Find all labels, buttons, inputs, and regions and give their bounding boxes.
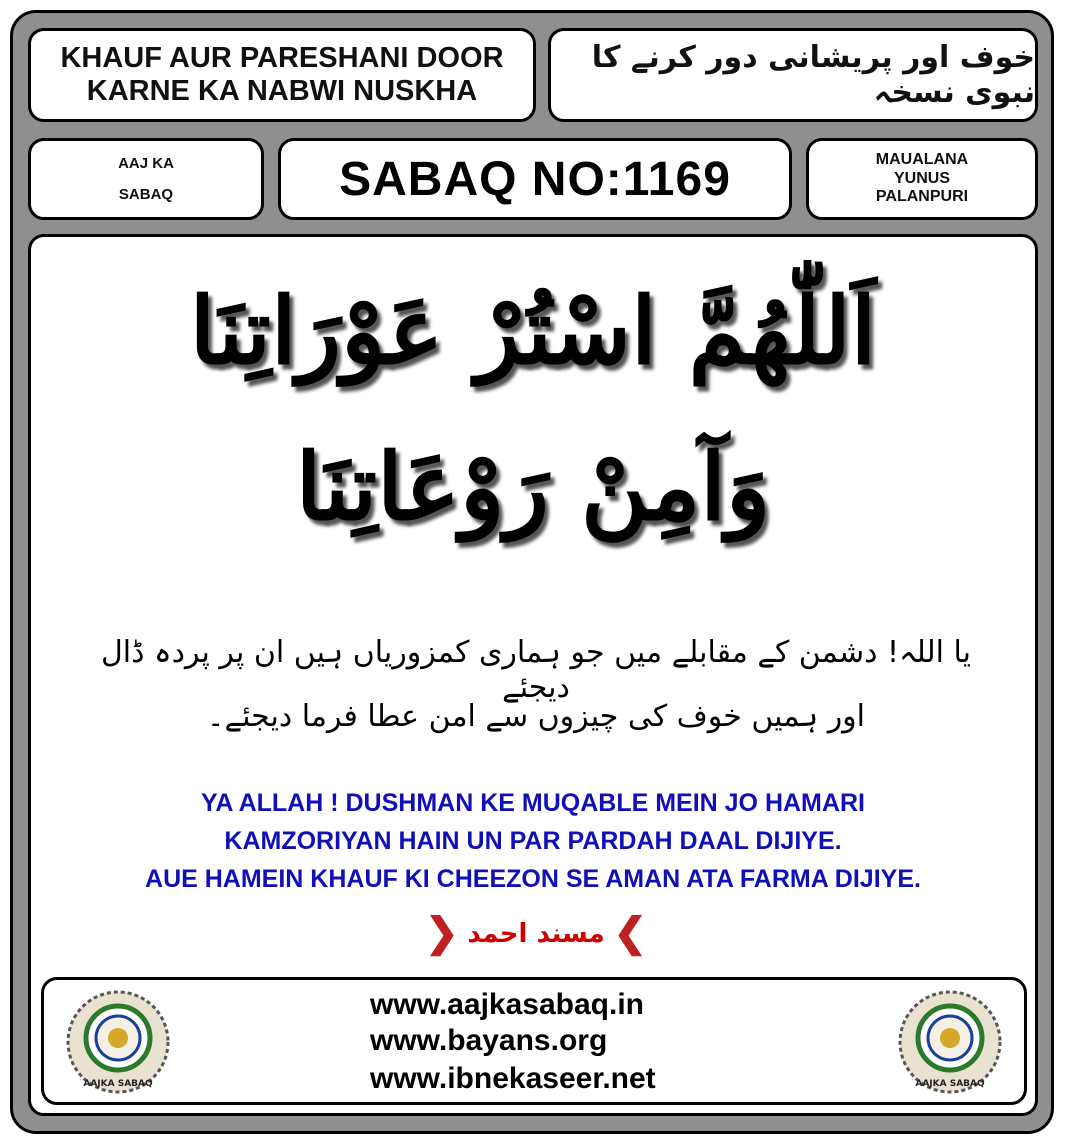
svg-text:AAJKA SABAQ: AAJKA SABAQ [83,1079,153,1089]
header-divider [538,28,546,122]
aaj-ka-sabaq-label [28,138,264,220]
urdu-translation-line2: اور ہمیں خوف کی چیزوں سے امن عطا فرما دیجئے۔ [206,699,866,734]
arabic-dua-line2: وَآمِنْ رَوْعَاتِنَا [295,433,771,541]
english-translation-line1: YA ALLAH ! DUSHMAN KE MUQABLE MEIN JO HAMARI [201,789,865,817]
aaj-ka-text: AAJ KA [118,155,174,172]
english-translation-line2: KAMZORIYAN HAIN UN PAR PARDAH DAAL DIJIYE. [224,827,842,855]
website-link-ibnekaseer[interactable]: www.ibnekaseer.net [370,1062,656,1095]
author-line2: YUNUS [893,169,950,187]
footer-links [41,977,1027,1105]
english-translation-line3: AUE HAMEIN KHAUF KI CHEEZON SE AMAN ATA FARMA DIJIYE. [145,865,921,893]
aajka-sabaq-logo-icon-right [896,988,1004,1096]
title-urdu: خوف اور پریشانی دور کرنے کا نبوی نسخہ [548,28,1038,122]
author-line3: PALANPURI [875,188,969,206]
sabaq-text: SABAQ [118,186,174,203]
author-name [806,138,1038,220]
right-ornament-icon: ❯ [613,909,647,956]
title-english [28,28,536,122]
urdu-translation-line1: یا اللہ! دشمن کے مقابلے میں جو ہماری کمزوریاں ہیں ان پر پردہ ڈال دیجئے [100,635,972,705]
left-ornament-icon: ❮ [425,909,459,956]
sabaq-number: SABAQ NO:1169 [278,138,792,220]
website-link-bayans[interactable]: www.bayans.org [370,1024,608,1057]
website-link-aajkasabaq[interactable]: www.aajkasabaq.in [370,988,644,1021]
author-line1: MAUALANA [875,151,969,169]
main-content [28,234,1038,1116]
reference-text: مسند احمد [467,919,605,949]
arabic-dua-line1: اَللّٰهُمَّ اسْتُرْ عَوْرَاتِنَا [189,277,877,385]
aajka-sabaq-logo-icon [64,988,172,1096]
title-english-line1: KHAUF AUR PARESHANI DOOR [60,41,504,74]
reference-badge [421,909,651,959]
title-english-line2: KARNE KA NABWI NUSKHA [86,75,478,107]
svg-text:AAJKA SABAQ: AAJKA SABAQ [915,1079,985,1089]
